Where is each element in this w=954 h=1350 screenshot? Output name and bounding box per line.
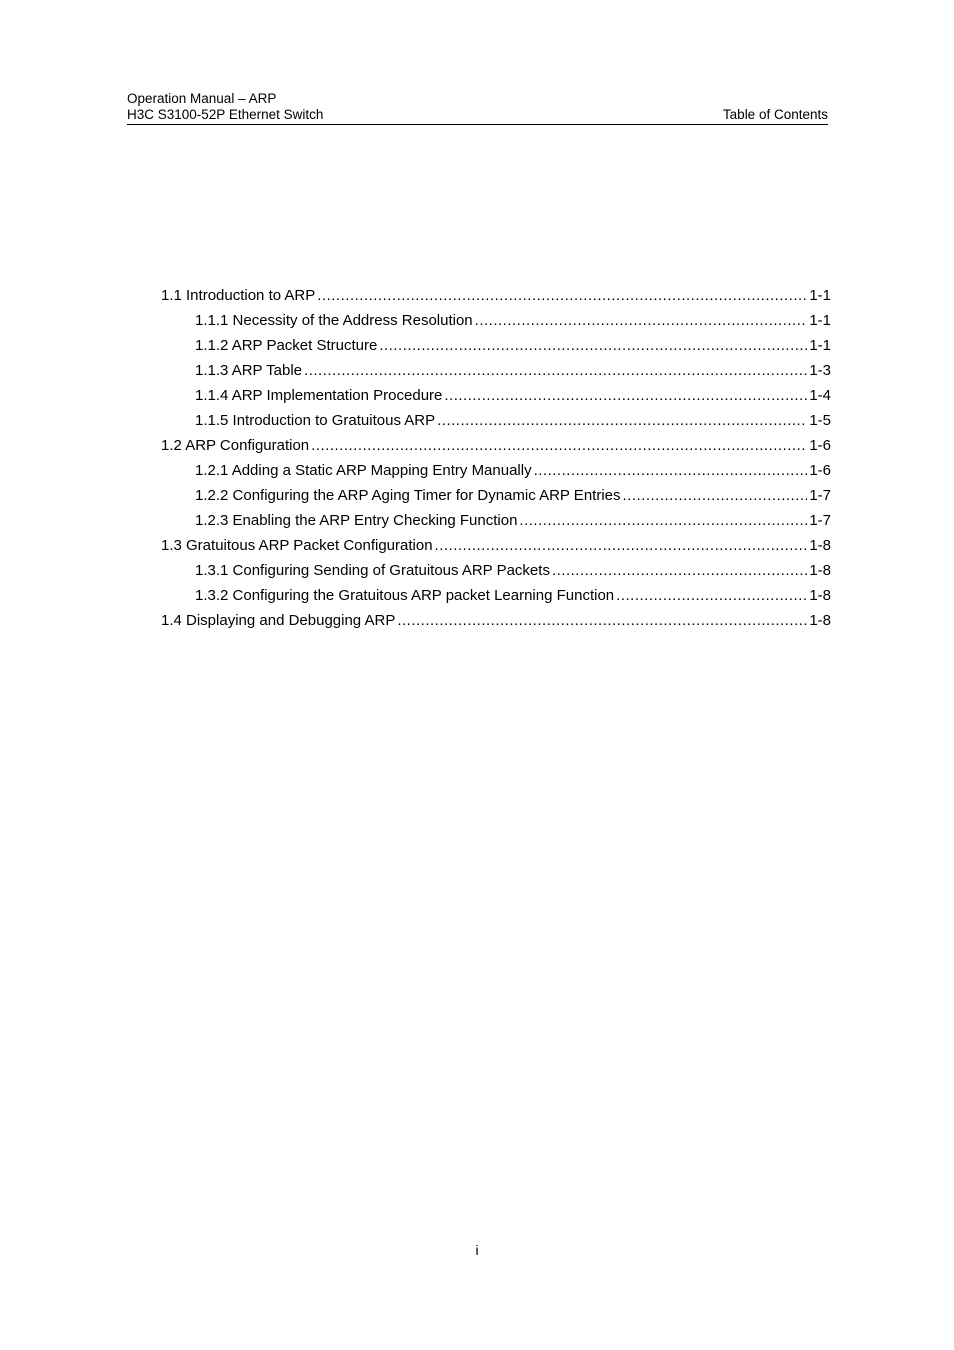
page-number: i (475, 1242, 479, 1258)
toc-entry[interactable] (161, 386, 831, 411)
toc-dot-leader (475, 311, 808, 331)
toc-entry-title: 1.2.3 Enabling the ARP Entry Checking Function (195, 512, 518, 529)
toc-entry-page: 1-6 (809, 462, 831, 479)
manual-title: Operation Manual – ARP (127, 91, 277, 106)
toc-entry-title: 1.2 ARP Configuration (161, 437, 310, 454)
toc-entry-title: 1.1 Introduction to ARP (161, 287, 316, 304)
toc-entry[interactable] (161, 586, 831, 611)
toc-entry[interactable] (161, 461, 831, 486)
product-name: H3C S3100-52P Ethernet Switch (127, 107, 324, 122)
toc-entry-title: 1.2.1 Adding a Static ARP Mapping Entry Manually (195, 462, 532, 479)
toc-dot-leader (317, 286, 807, 306)
toc-dot-leader (623, 486, 808, 506)
toc-entry[interactable] (161, 486, 831, 511)
toc-entry-page: 1-7 (809, 512, 831, 529)
toc-entry[interactable] (161, 411, 831, 436)
toc-entry-title: 1.3.2 Configuring the Gratuitous ARP packet Learning Function (195, 587, 615, 604)
toc-entry-page: 1-7 (809, 487, 831, 504)
toc-entry[interactable] (161, 436, 831, 461)
toc-entry-page: 1-1 (809, 287, 831, 304)
toc-dot-leader (437, 411, 807, 431)
toc-dot-leader (397, 611, 807, 631)
toc-dot-leader (304, 361, 807, 381)
toc-entry-page: 1-1 (809, 337, 831, 354)
table-of-contents (161, 286, 831, 636)
toc-entry[interactable] (161, 361, 831, 386)
toc-entry-title: 1.1.2 ARP Packet Structure (195, 337, 378, 354)
toc-dot-leader (444, 386, 807, 406)
toc-entry-title: 1.3.1 Configuring Sending of Gratuitous ARP Packets (195, 562, 550, 579)
toc-entry[interactable] (161, 611, 831, 636)
toc-entry-page: 1-4 (809, 387, 831, 404)
header-left (127, 91, 323, 123)
page-header (127, 91, 828, 125)
toc-entry[interactable] (161, 511, 831, 536)
toc-entry[interactable] (161, 561, 831, 586)
toc-entry-page: 1-8 (809, 562, 831, 579)
toc-dot-leader (311, 436, 807, 456)
toc-dot-leader (552, 561, 807, 581)
toc-dot-leader (379, 336, 807, 356)
toc-entry-page: 1-6 (809, 437, 831, 454)
section-title: Table of Contents (722, 107, 828, 122)
toc-entry-page: 1-1 (809, 312, 831, 329)
toc-entry-page: 1-8 (809, 612, 831, 629)
toc-dot-leader (616, 586, 807, 606)
toc-entry-page: 1-3 (809, 362, 831, 379)
toc-entry-page: 1-8 (809, 537, 831, 554)
toc-dot-leader (435, 536, 808, 556)
toc-entry-title: 1.1.3 ARP Table (195, 362, 303, 379)
toc-entry-title: 1.2.2 Configuring the ARP Aging Timer for Dynamic ARP Entries (195, 487, 621, 504)
toc-entry[interactable] (161, 336, 831, 361)
toc-entry[interactable] (161, 536, 831, 561)
toc-entry-title: 1.1.1 Necessity of the Address Resolution (195, 312, 473, 329)
toc-entry[interactable] (161, 311, 831, 336)
toc-entry-page: 1-8 (809, 587, 831, 604)
toc-dot-leader (534, 461, 808, 481)
toc-entry-page: 1-5 (809, 412, 831, 429)
toc-entry[interactable] (161, 286, 831, 311)
toc-entry-title: 1.1.5 Introduction to Gratuitous ARP (195, 412, 436, 429)
toc-entry-title: 1.4 Displaying and Debugging ARP (161, 612, 396, 629)
toc-dot-leader (519, 511, 807, 531)
toc-entry-title: 1.1.4 ARP Implementation Procedure (195, 387, 443, 404)
toc-entry-title: 1.3 Gratuitous ARP Packet Configuration (161, 537, 433, 554)
